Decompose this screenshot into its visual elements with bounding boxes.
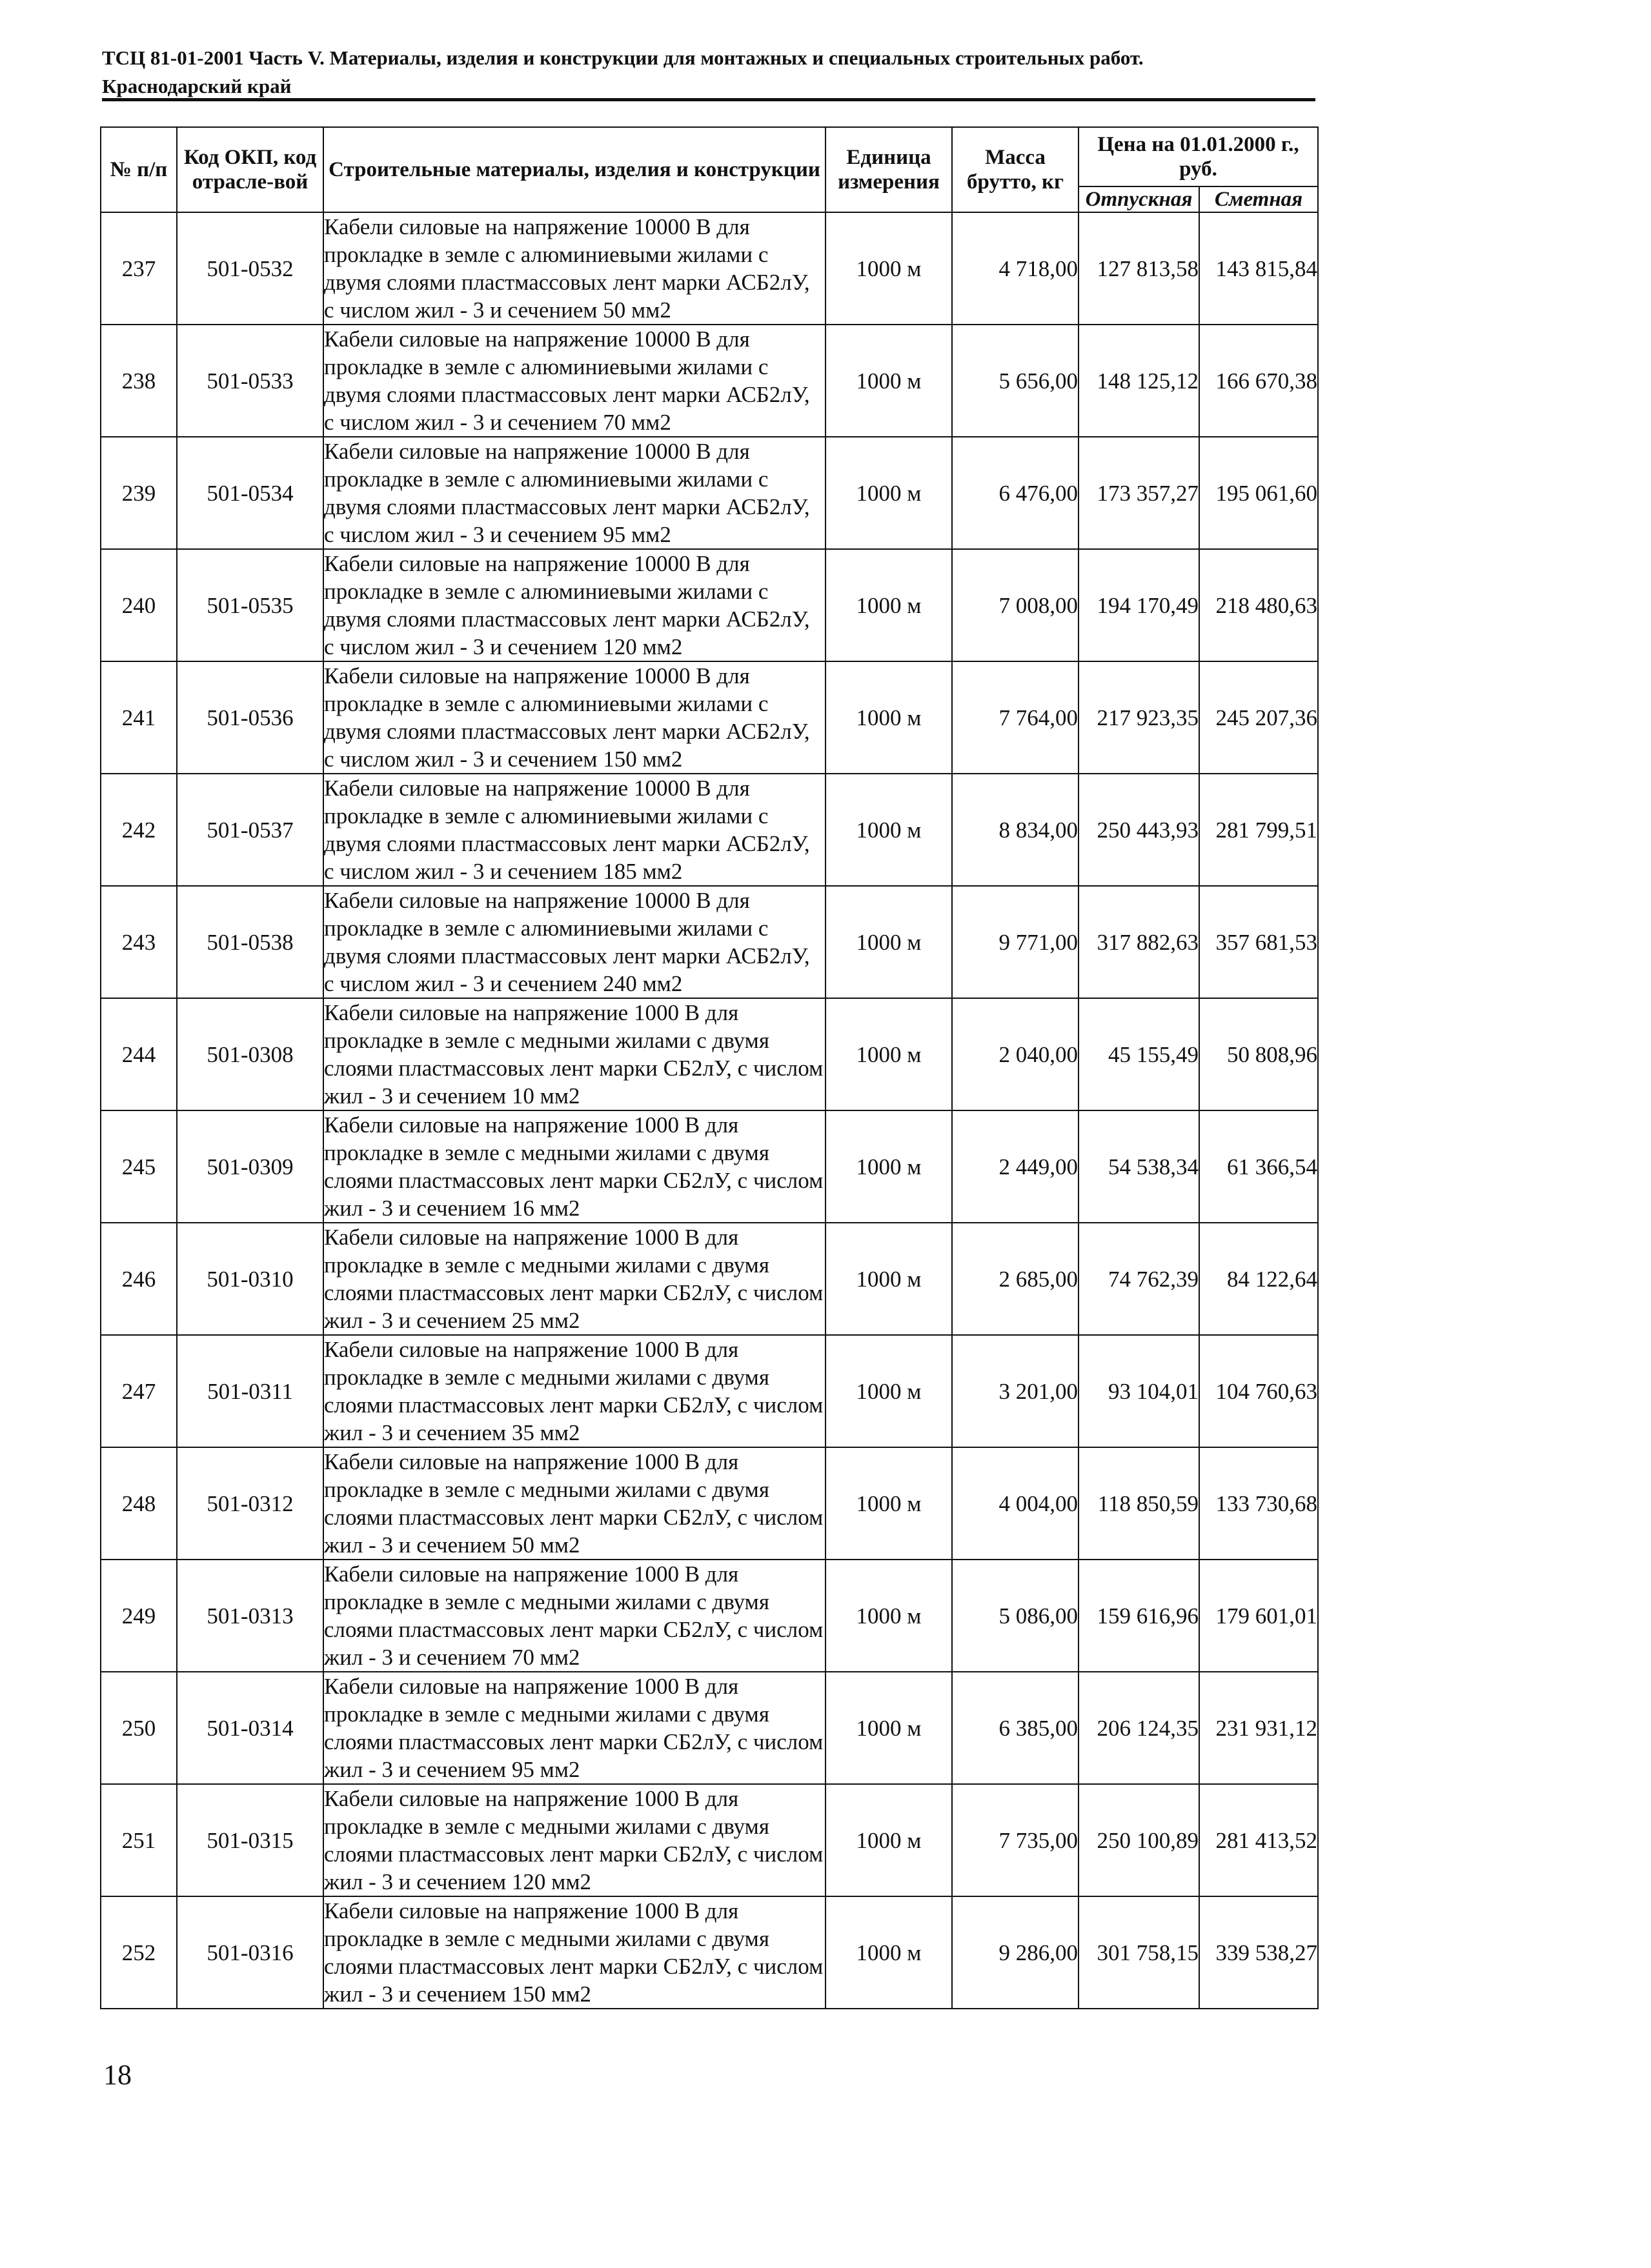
cell-release-price: 118 850,59 — [1079, 1447, 1199, 1560]
cell-estimate-price: 50 808,96 — [1199, 998, 1318, 1110]
cell-release-price: 127 813,58 — [1079, 212, 1199, 325]
table-row — [101, 998, 1318, 1110]
cell-num: 250 — [101, 1672, 177, 1784]
cell-mass: 3 201,00 — [952, 1335, 1079, 1447]
cell-num: 238 — [101, 325, 177, 437]
col-header-release: Отпускная — [1079, 186, 1199, 212]
cell-description: Кабели силовые на напряжение 10000 В для прокладке в земле с алюминиевыми жилами с двумя слоями пластмассовых лент марки АСБ2лУ, с числом жил - 3 и сечением 185 мм2 — [323, 774, 826, 886]
col-header-mass: Масса брутто, кг — [952, 127, 1079, 212]
cell-code: 501-0311 — [177, 1335, 323, 1447]
cell-code: 501-0314 — [177, 1672, 323, 1784]
cell-mass: 6 476,00 — [952, 437, 1079, 549]
col-header-price: Цена на 01.01.2000 г., руб. — [1079, 127, 1318, 186]
cell-estimate-price: 231 931,12 — [1199, 1672, 1318, 1784]
cell-mass: 6 385,00 — [952, 1672, 1079, 1784]
cell-unit: 1000 м — [826, 1672, 952, 1784]
cell-description: Кабели силовые на напряжение 1000 В для прокладке в земле с медными жилами с двумя слоями пластмассовых лент марки СБ2лУ, с числом жил - 3 и сечением 50 мм2 — [323, 1447, 826, 1560]
cell-num: 243 — [101, 886, 177, 998]
cell-estimate-price: 245 207,36 — [1199, 661, 1318, 774]
cell-estimate-price: 281 413,52 — [1199, 1784, 1318, 1896]
cell-num: 245 — [101, 1110, 177, 1223]
table-row — [101, 1672, 1318, 1784]
cell-mass: 2 040,00 — [952, 998, 1079, 1110]
cell-release-price: 217 923,35 — [1079, 661, 1199, 774]
col-header-num: № п/п — [101, 127, 177, 212]
page-number: 18 — [103, 2059, 132, 2091]
cell-mass: 8 834,00 — [952, 774, 1079, 886]
table-row — [101, 774, 1318, 886]
cell-description: Кабели силовые на напряжение 1000 В для прокладке в земле с медными жилами с двумя слоями пластмассовых лент марки СБ2лУ, с числом жил - 3 и сечением 70 мм2 — [323, 1560, 826, 1672]
col-header-estimate: Сметная — [1199, 186, 1318, 212]
cell-code: 501-0533 — [177, 325, 323, 437]
cell-num: 237 — [101, 212, 177, 325]
cell-estimate-price: 84 122,64 — [1199, 1223, 1318, 1335]
cell-num: 247 — [101, 1335, 177, 1447]
cell-mass: 2 685,00 — [952, 1223, 1079, 1335]
cell-unit: 1000 м — [826, 998, 952, 1110]
cell-description: Кабели силовые на напряжение 1000 В для прокладке в земле с медными жилами с двумя слоями пластмассовых лент марки СБ2лУ, с числом жил - 3 и сечением 35 мм2 — [323, 1335, 826, 1447]
cell-mass: 5 656,00 — [952, 325, 1079, 437]
table-header-row — [101, 127, 1318, 186]
cell-unit: 1000 м — [826, 212, 952, 325]
cell-description: Кабели силовые на напряжение 1000 В для прокладке в земле с медными жилами с двумя слоями пластмассовых лент марки СБ2лУ, с числом жил - 3 и сечением 120 мм2 — [323, 1784, 826, 1896]
col-header-material: Строительные материалы, изделия и конструкции — [323, 127, 826, 212]
cell-num: 248 — [101, 1447, 177, 1560]
table-row — [101, 661, 1318, 774]
col-header-unit: Единица измерения — [826, 127, 952, 212]
table-row — [101, 886, 1318, 998]
cell-unit: 1000 м — [826, 1110, 952, 1223]
cell-mass: 7 008,00 — [952, 549, 1079, 661]
cell-unit: 1000 м — [826, 661, 952, 774]
cell-description: Кабели силовые на напряжение 10000 В для прокладке в земле с алюминиевыми жилами с двумя слоями пластмассовых лент марки АСБ2лУ, с числом жил - 3 и сечением 120 мм2 — [323, 549, 826, 661]
cell-mass: 9 771,00 — [952, 886, 1079, 998]
cell-code: 501-0312 — [177, 1447, 323, 1560]
cell-release-price: 194 170,49 — [1079, 549, 1199, 661]
cell-estimate-price: 218 480,63 — [1199, 549, 1318, 661]
cell-description: Кабели силовые на напряжение 10000 В для прокладке в земле с алюминиевыми жилами с двумя слоями пластмассовых лент марки АСБ2лУ, с числом жил - 3 и сечением 95 мм2 — [323, 437, 826, 549]
cell-num: 244 — [101, 998, 177, 1110]
cell-release-price: 45 155,49 — [1079, 998, 1199, 1110]
cell-description: Кабели силовые на напряжение 1000 В для прокладке в земле с медными жилами с двумя слоями пластмассовых лент марки СБ2лУ, с числом жил - 3 и сечением 25 мм2 — [323, 1223, 826, 1335]
table-row — [101, 1560, 1318, 1672]
cell-code: 501-0315 — [177, 1784, 323, 1896]
cell-description: Кабели силовые на напряжение 1000 В для прокладке в земле с медными жилами с двумя слоями пластмассовых лент марки СБ2лУ, с числом жил - 3 и сечением 95 мм2 — [323, 1672, 826, 1784]
cell-code: 501-0535 — [177, 549, 323, 661]
cell-code: 501-0308 — [177, 998, 323, 1110]
header-title: ТСЦ 81-01-2001 Часть V. Материалы, изделия и конструкции для монтажных и специальных строительных работ. — [102, 46, 1144, 69]
cell-mass: 7 735,00 — [952, 1784, 1079, 1896]
cell-release-price: 74 762,39 — [1079, 1223, 1199, 1335]
cell-unit: 1000 м — [826, 774, 952, 886]
table-row — [101, 1110, 1318, 1223]
cell-release-price: 93 104,01 — [1079, 1335, 1199, 1447]
cell-code: 501-0532 — [177, 212, 323, 325]
cell-num: 242 — [101, 774, 177, 886]
cell-num: 251 — [101, 1784, 177, 1896]
cell-estimate-price: 357 681,53 — [1199, 886, 1318, 998]
cell-unit: 1000 м — [826, 1784, 952, 1896]
cell-estimate-price: 179 601,01 — [1199, 1560, 1318, 1672]
cell-unit: 1000 м — [826, 1896, 952, 2009]
cell-release-price: 159 616,96 — [1079, 1560, 1199, 1672]
cell-code: 501-0316 — [177, 1896, 323, 2009]
table-row — [101, 325, 1318, 437]
cell-code: 501-0310 — [177, 1223, 323, 1335]
price-table — [100, 126, 1319, 2009]
table-row — [101, 437, 1318, 549]
table-row — [101, 1447, 1318, 1560]
cell-estimate-price: 133 730,68 — [1199, 1447, 1318, 1560]
cell-code: 501-0534 — [177, 437, 323, 549]
table-row — [101, 1896, 1318, 2009]
cell-estimate-price: 166 670,38 — [1199, 325, 1318, 437]
cell-estimate-price: 195 061,60 — [1199, 437, 1318, 549]
cell-num: 239 — [101, 437, 177, 549]
cell-num: 246 — [101, 1223, 177, 1335]
header-region: Краснодарский край — [102, 75, 292, 97]
cell-unit: 1000 м — [826, 1560, 952, 1672]
cell-estimate-price: 61 366,54 — [1199, 1110, 1318, 1223]
cell-description: Кабели силовые на напряжение 10000 В для прокладке в земле с алюминиевыми жилами с двумя слоями пластмассовых лент марки АСБ2лУ, с числом жил - 3 и сечением 50 мм2 — [323, 212, 826, 325]
cell-release-price: 317 882,63 — [1079, 886, 1199, 998]
cell-release-price: 301 758,15 — [1079, 1896, 1199, 2009]
cell-num: 241 — [101, 661, 177, 774]
cell-description: Кабели силовые на напряжение 10000 В для прокладке в земле с алюминиевыми жилами с двумя слоями пластмассовых лент марки АСБ2лУ, с числом жил - 3 и сечением 240 мм2 — [323, 886, 826, 998]
cell-estimate-price: 143 815,84 — [1199, 212, 1318, 325]
table-row — [101, 1784, 1318, 1896]
cell-unit: 1000 м — [826, 549, 952, 661]
cell-description: Кабели силовые на напряжение 10000 В для прокладке в земле с алюминиевыми жилами с двумя слоями пластмассовых лент марки АСБ2лУ, с числом жил - 3 и сечением 70 мм2 — [323, 325, 826, 437]
cell-description: Кабели силовые на напряжение 1000 В для прокладке в земле с медными жилами с двумя слоями пластмассовых лент марки СБ2лУ, с числом жил - 3 и сечением 10 мм2 — [323, 998, 826, 1110]
cell-code: 501-0309 — [177, 1110, 323, 1223]
cell-description: Кабели силовые на напряжение 10000 В для прокладке в земле с алюминиевыми жилами с двумя слоями пластмассовых лент марки АСБ2лУ, с числом жил - 3 и сечением 150 мм2 — [323, 661, 826, 774]
cell-num: 252 — [101, 1896, 177, 2009]
table-row — [101, 212, 1318, 325]
cell-mass: 7 764,00 — [952, 661, 1079, 774]
table-row — [101, 549, 1318, 661]
cell-release-price: 54 538,34 — [1079, 1110, 1199, 1223]
cell-estimate-price: 104 760,63 — [1199, 1335, 1318, 1447]
cell-release-price: 206 124,35 — [1079, 1672, 1199, 1784]
cell-description: Кабели силовые на напряжение 1000 В для прокладке в земле с медными жилами с двумя слоями пластмассовых лент марки СБ2лУ, с числом жил - 3 и сечением 150 мм2 — [323, 1896, 826, 2009]
cell-release-price: 250 443,93 — [1079, 774, 1199, 886]
cell-mass: 5 086,00 — [952, 1560, 1079, 1672]
cell-unit: 1000 м — [826, 1223, 952, 1335]
cell-code: 501-0536 — [177, 661, 323, 774]
col-header-code: Код ОКП, код отрасле-вой — [177, 127, 323, 212]
header-divider — [102, 98, 1315, 101]
cell-release-price: 173 357,27 — [1079, 437, 1199, 549]
cell-mass: 4 004,00 — [952, 1447, 1079, 1560]
cell-mass: 4 718,00 — [952, 212, 1079, 325]
cell-description: Кабели силовые на напряжение 1000 В для прокладке в земле с медными жилами с двумя слоями пластмассовых лент марки СБ2лУ, с числом жил - 3 и сечением 16 мм2 — [323, 1110, 826, 1223]
cell-code: 501-0538 — [177, 886, 323, 998]
cell-unit: 1000 м — [826, 1335, 952, 1447]
page-header — [102, 44, 1315, 101]
cell-release-price: 250 100,89 — [1079, 1784, 1199, 1896]
cell-release-price: 148 125,12 — [1079, 325, 1199, 437]
cell-code: 501-0313 — [177, 1560, 323, 1672]
table-row — [101, 1335, 1318, 1447]
cell-unit: 1000 м — [826, 886, 952, 998]
cell-num: 249 — [101, 1560, 177, 1672]
table-row — [101, 1223, 1318, 1335]
cell-estimate-price: 339 538,27 — [1199, 1896, 1318, 2009]
table-body — [101, 212, 1318, 2009]
cell-num: 240 — [101, 549, 177, 661]
cell-unit: 1000 м — [826, 1447, 952, 1560]
cell-mass: 2 449,00 — [952, 1110, 1079, 1223]
cell-unit: 1000 м — [826, 437, 952, 549]
cell-estimate-price: 281 799,51 — [1199, 774, 1318, 886]
cell-mass: 9 286,00 — [952, 1896, 1079, 2009]
cell-code: 501-0537 — [177, 774, 323, 886]
cell-unit: 1000 м — [826, 325, 952, 437]
